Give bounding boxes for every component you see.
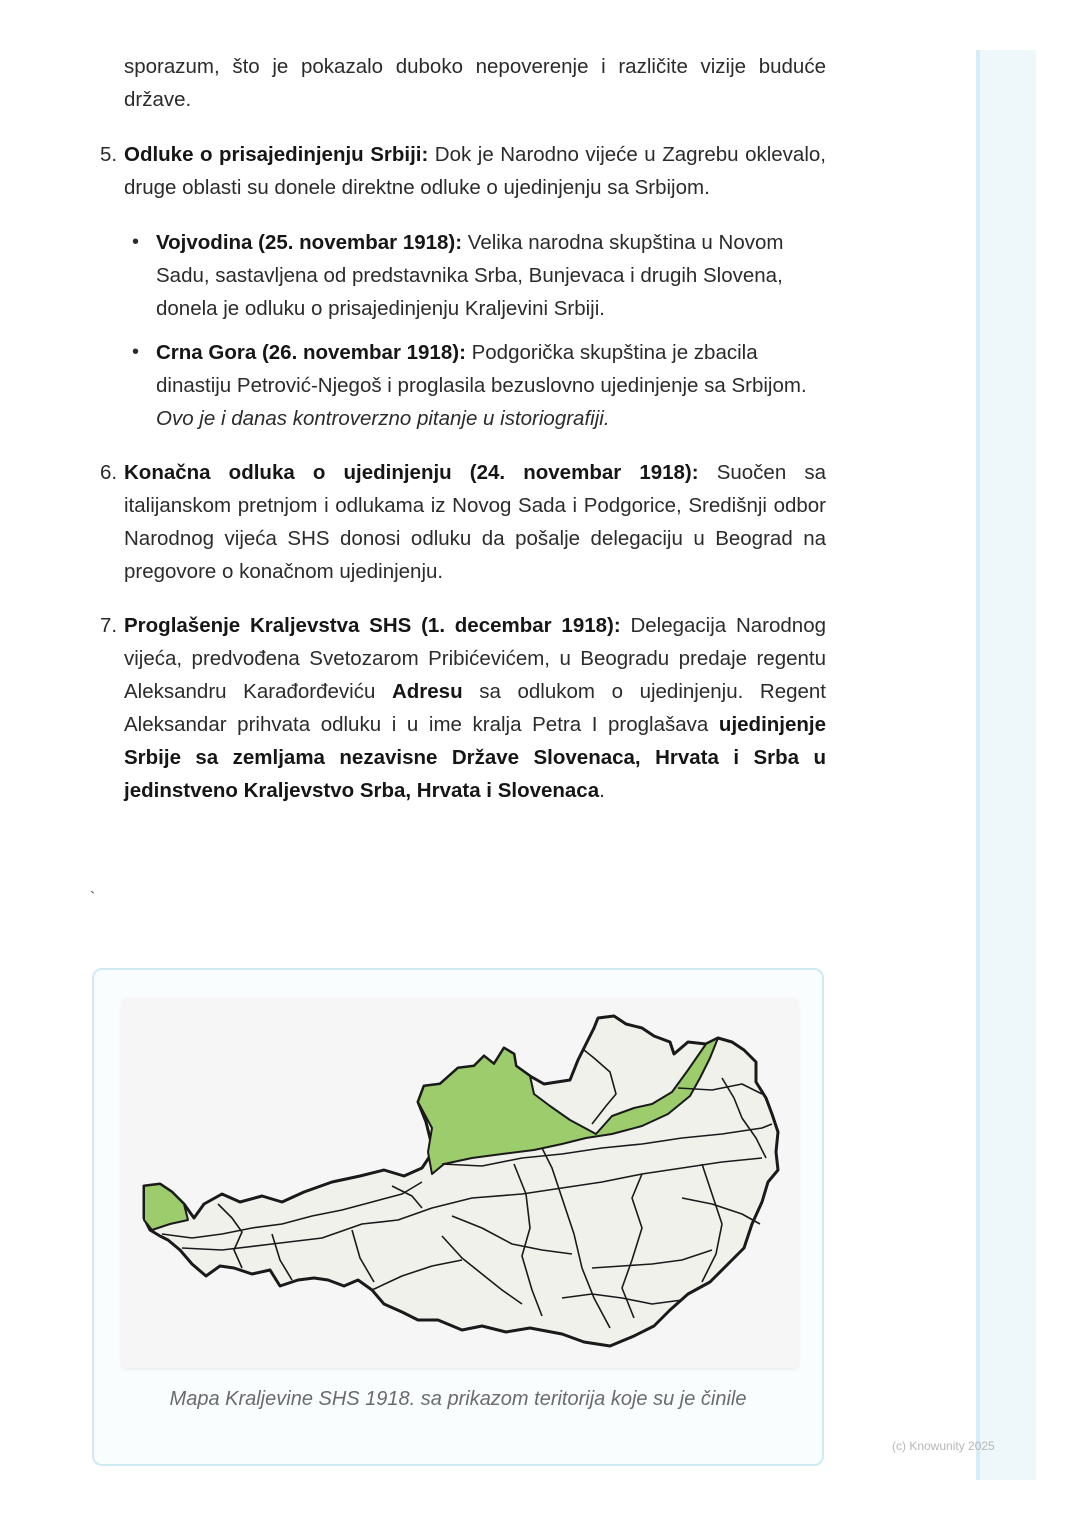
map-panel [122, 998, 798, 1368]
bullet-text: Velika narodna skupština u Novom Sadu, sastavljena od predstavnika Srba, Bunjevaca i drugih Slovena, donela je odluku o prisajedinjenju Kraljevini Srbiji. [156, 231, 784, 320]
item-paragraph [124, 138, 826, 204]
item-text: Dok je Narodno vijeće u Zagrebu oklevalo, druge oblasti su donele direktne odluke o ujedinjenju sa Srbijom. [124, 143, 826, 199]
item-heading: Proglašenje Kraljevstva SHS (1. decembar 1918): [124, 614, 621, 637]
item-paragraph [124, 609, 826, 807]
item-paragraph [124, 456, 826, 588]
bullet-text: Podgorička skupština je zbacila dinastiju Petrović-Njegoš i proglasila bezuslovno ujedinjenje sa Srbijom. [156, 341, 807, 397]
bullet-vojvodina [132, 226, 826, 325]
map-illustration [122, 998, 798, 1368]
bold-adresa: Adresu [391, 680, 463, 703]
item-number: 7. [100, 614, 118, 637]
item-text-end: . [599, 779, 605, 802]
list-item-6 [100, 456, 826, 588]
bullet-dot: • [132, 231, 140, 253]
intro-paragraph-tail: sporazum, što je pokazalo duboko nepoverenje i različite vizije buduće države. [124, 55, 826, 111]
bullet-heading: Vojvodina (25. novembar 1918): [156, 231, 463, 254]
list-item-5 [100, 138, 826, 204]
map-landmass [144, 1016, 778, 1346]
bullet-list [100, 226, 826, 435]
bold-proclamation: ujedinjenje Srbije sa zemljama nezavisne Države Slovenaca, Hrvata i Srba u jedinstveno Kraljevstvo Srba, Hrvata i Slovenaca [124, 713, 826, 802]
map-caption: Mapa Kraljevine SHS 1918. sa prikazom teritorija koje su je činile [169, 1388, 747, 1410]
item-number: 5. [100, 143, 118, 166]
side-strip [976, 50, 1036, 1480]
item-text: sa odlukom o ujedinjenju. Regent Aleksandar prihvata odluku i u ime kralja Petra I proglašava [124, 680, 827, 736]
bullet-dot: • [132, 341, 140, 363]
bullet-italic-note: Ovo je i danas kontroverzno pitanje u istoriografiji. [156, 407, 610, 430]
map-figure [92, 968, 824, 1466]
item-heading: Konačna odluka o ujedinjenju (24. novembar 1918): [124, 461, 699, 484]
item-heading: Odluke o prisajedinjenju Srbiji: [124, 143, 429, 166]
item-text: Suočen sa italijanskom pretnjom i odlukama iz Novog Sada i Podgorice, Središnji odbor Narodnog vijeća SHS donosi odluku da pošalje delegaciju u Beograd na pregovore o konačnom ujedinjenju. [124, 461, 826, 583]
document-body [100, 50, 826, 807]
list-item-7 [100, 609, 826, 807]
bullet-heading: Crna Gora (26. novembar 1918): [156, 341, 466, 364]
bullet-crna-gora [132, 336, 826, 435]
item-number: 6. [100, 461, 118, 484]
stray-mark: ` [90, 890, 96, 907]
item-text: Delegacija Narodnog vijeća, predvođena Svetozarom Pribićevićem, u Beogradu predaje regentu Aleksandru Karađorđeviću [124, 614, 826, 703]
copyright-note: (c) Knowunity 2025 [892, 1439, 995, 1453]
